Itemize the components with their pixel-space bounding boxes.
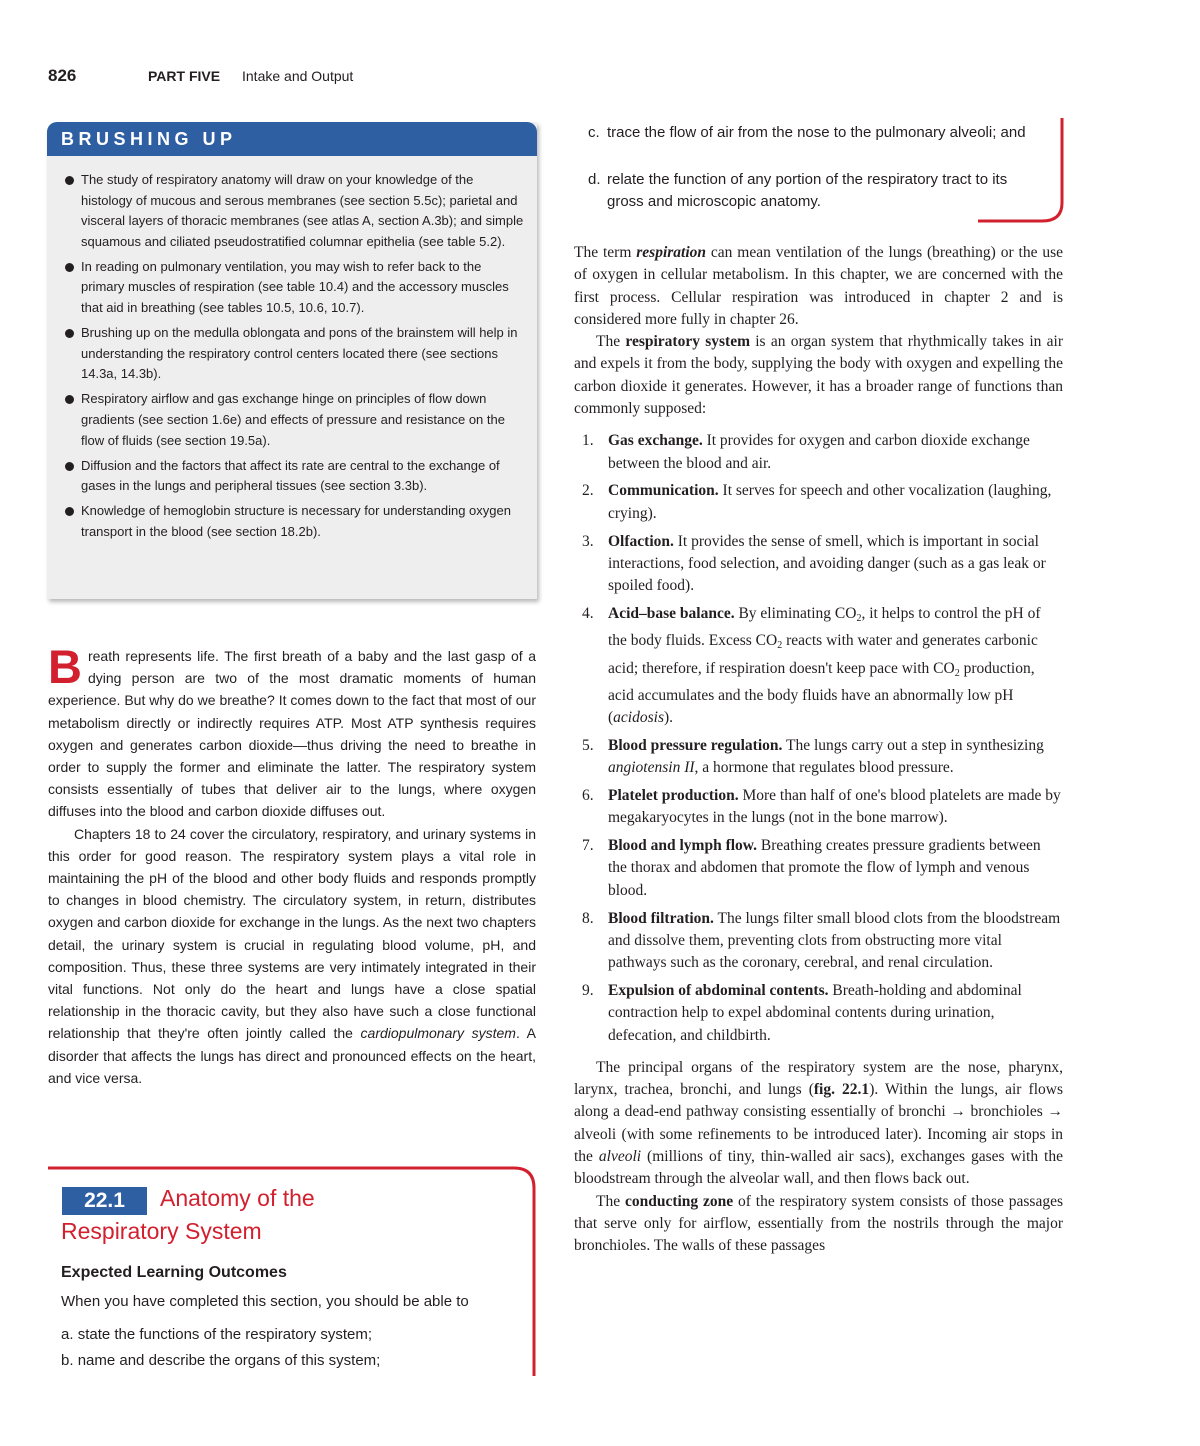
function-text: , it helps to control the pH of the body fluids. Excess CO [608, 604, 1041, 650]
section-header-box [48, 1166, 536, 1376]
function-text: Breath-holding and abdominal contraction help to expel abdominal contents during urination, defecation, and childbirth. [608, 981, 1022, 1044]
outcome-letter: c. [588, 124, 600, 141]
bullet-icon [65, 329, 74, 338]
bullet-icon [65, 176, 74, 185]
brushing-up-box [47, 122, 537, 599]
brushing-up-item-text: In reading on pulmonary ventilation, you may wish to refer back to the primary muscles of respiration (see table 10.4) and the accessory muscles that aid in breathing (see tables 10.5, 10.6, 10.7). [81, 258, 509, 316]
function-text: ). [663, 709, 674, 727]
function-text: reacts with water and generates carbonic acid; therefore, if respiration doesn't keep pace with CO [608, 632, 1038, 677]
drop-cap: B [48, 640, 82, 693]
outcome-letter: a. [61, 1326, 74, 1343]
function-number: 4. [582, 604, 594, 622]
intro-paragraph-2 [48, 823, 536, 1089]
brushing-up-item [65, 170, 527, 252]
section-title-line-2: Respiratory System [61, 1218, 262, 1244]
angiotensin-term: angiotensin II [608, 759, 695, 777]
intro-paragraph-2-end: . A disorder that affects the lungs has direct and pronounced effects on the heart, and vice versa. [48, 1025, 536, 1086]
brushing-up-item [65, 257, 527, 319]
function-item [574, 603, 1063, 729]
cardiopulmonary-term: cardiopulmonary system [360, 1025, 516, 1042]
bullet-icon [65, 395, 74, 404]
acidosis-term: acidosis [613, 709, 664, 727]
outcome-item [61, 1326, 372, 1343]
function-title: Gas exchange. [608, 432, 703, 450]
brushing-up-item [65, 456, 527, 497]
outcome-item [61, 1352, 380, 1369]
function-title: Blood pressure regulation. [608, 736, 783, 754]
function-number: 2. [582, 482, 594, 500]
function-title: Acid–base balance. [608, 604, 735, 622]
intro-paragraph-1-text: reath represents life. The first breath of a baby and the last gasp of a dying person are two of the most dramatic moments of human experience. But why do we breathe? It comes down to the fact that most of our metabolism directly or indirectly requires ATP. Most ATP synthesis requires oxygen and generates carbon dioxide—thus driving the need to breathe in order to supply the former and eliminate the latter. The respiratory system consists essentially of tubes that deliver air to the lungs, where oxygen diffuses into the blood and carbon dioxide diffuses out. [48, 648, 536, 820]
outcome-text: state the functions of the respiratory system; [77, 1326, 372, 1343]
main-text [574, 242, 1063, 1257]
text-run: ). Within the lungs, air flows along a dead-end pathway consisting essentially of bronchi → bronchioles → alveoli (with some refinements to be introduced later). Incoming air stops in the [574, 1081, 1063, 1165]
function-item [574, 908, 1063, 975]
function-item [574, 480, 1063, 525]
function-text: It provides the sense of smell, which is important in social interactions, food selection, and avoiding danger (such as a gas leak or spoiled food). [608, 532, 1046, 595]
function-number: 9. [582, 981, 594, 999]
brushing-up-item-text: Diffusion and the factors that affect its rate are central to the exchange of gases in the lungs and peripheral tissues (see section 3.3b). [81, 457, 500, 494]
intro-text [48, 640, 536, 1089]
function-title: Expulsion of abdominal contents. [608, 981, 829, 999]
subscript: 2 [954, 667, 960, 679]
outcome-item [588, 122, 1028, 166]
conducting-zone-term: conducting zone [624, 1192, 734, 1210]
function-text: It serves for speech and other vocalization (laughing, crying). [608, 482, 1052, 522]
principal-organs-paragraph [574, 1057, 1063, 1191]
outcome-item [588, 169, 1038, 213]
text-run: The term [574, 244, 637, 261]
page-number: 826 [48, 66, 77, 85]
text-run: (millions of tiny, thin-walled air sacs), exchanges gases with the bloodstream through the alveolar wall, and then flows back out. [574, 1147, 1063, 1188]
figure-reference[interactable]: fig. 22.1 [813, 1081, 870, 1099]
function-item [574, 835, 1063, 902]
function-text: It provides for oxygen and carbon dioxide exchange between the blood and air. [608, 432, 1030, 472]
brushing-up-item-text: The study of respiratory anatomy will draw on your knowledge of the histology of mucous and serous membranes (see section 5.5c); parietal and visceral layers of thoracic membranes (see atlas A, section A.3b); and simple squamous and ciliated pseudostratified columnar epithelia (see table 5.2). [81, 172, 524, 249]
brushing-up-item [65, 389, 527, 451]
respiratory-system-term: respiratory system [625, 333, 750, 351]
outcomes-intro: When you have completed this section, you should be able to [61, 1293, 469, 1310]
intro-paragraph-2-text: Chapters 18 to 24 cover the circulatory, respiratory, and urinary systems in this order for good reason. The respiratory system plays a vital role in maintaining the pH of the blood and other body fluids and responds promptly to changes in blood chemistry. The circulatory system, in return, distributes oxygen and carbon dioxide for exchange in the lungs. As the next two chapters detail, the urinary system is crucial in regulating blood volume, pH, and composition. Thus, these three systems are very intimately integrated in their vital functions. Not only do the heart and lungs have a close spatial relationship in the thoracic cavity, but they also have such a close functional relationship that they're often jointly called the [48, 825, 536, 1042]
outcomes-heading: Expected Learning Outcomes [61, 1264, 287, 1281]
alveoli-term: alveoli [598, 1147, 642, 1165]
function-item [574, 430, 1063, 475]
conducting-zone-paragraph [574, 1191, 1063, 1258]
function-title: Platelet production. [608, 787, 739, 805]
text-run: The [596, 1192, 625, 1210]
function-text: production, acid accumulates and the body fluids have an abnormally low pH ( [608, 659, 1035, 727]
function-number: 3. [582, 532, 594, 550]
brushing-up-item [65, 323, 527, 385]
function-title: Communication. [608, 482, 719, 500]
subscript: 2 [856, 612, 862, 624]
function-text: The lungs carry out a step in synthesizing [782, 736, 1044, 754]
text-run: can mean ventilation of the lungs (breathing) or the use of oxygen in cellular metabolism. In this chapter, we are concerned with the first process. Cellular respiration was introduced in chapter 2 and is considered more fully in chapter 26. [574, 244, 1063, 328]
function-number: 6. [582, 787, 594, 805]
function-text: The lungs filter small blood clots from the bloodstream and dissolve them, preventing clots from obstructing more vital pathways such as the coronary, cerebral, and renal circulation. [608, 909, 1061, 972]
outcomes-continued-box [576, 118, 1066, 223]
respiration-term: respiration [636, 244, 707, 261]
brushing-up-item [65, 501, 527, 542]
text-run: The principal organs of the respiratory system are the nose, pharynx, larynx, trachea, bronchi, and lungs ( [574, 1058, 1063, 1099]
function-title: Blood filtration. [608, 909, 714, 927]
brushing-up-item-text: Respiratory airflow and gas exchange hinge on principles of flow down gradients (see section 1.6e) and effects of pressure and resistance on the flow of fluids (see section 19.5a). [81, 391, 505, 448]
function-number: 8. [582, 909, 594, 927]
function-text: By eliminating CO [734, 604, 857, 622]
brushing-up-item-text: Knowledge of hemoglobin structure is necessary for understanding oxygen transport in the blood (see section 18.2b). [81, 503, 511, 539]
function-title: Blood and lymph flow. [608, 837, 758, 855]
section-title-line-1: Anatomy of the [160, 1185, 315, 1211]
part-title: Intake and Output [242, 68, 354, 84]
function-text: More than half of one's blood platelets are made by megakaryocytes in the lungs (not in the bone marrow). [608, 787, 1061, 827]
brushing-up-item-text: Brushing up on the medulla oblongata and pons of the brainstem will help in understanding the respiratory control centers located there (see sections 14.3a, 14.3b). [81, 325, 518, 382]
outcome-text: name and describe the organs of this system; [77, 1352, 381, 1369]
respiratory-system-paragraph [574, 331, 1063, 420]
subscript: 2 [777, 640, 783, 652]
function-number: 5. [582, 736, 594, 754]
text-run: The [596, 333, 626, 351]
section-number-badge: 22.1 [62, 1187, 147, 1215]
function-item [574, 531, 1063, 598]
function-text: Breathing creates pressure gradients between the thorax and abdomen that promote the flow of lymph and venous blood. [608, 837, 1041, 899]
function-item [574, 785, 1063, 830]
bullet-icon [65, 263, 74, 272]
brushing-up-title-bar [47, 122, 537, 156]
intro-paragraph-1 [48, 640, 536, 823]
outcome-letter: d. [588, 171, 601, 188]
outcome-letter: b. [61, 1352, 74, 1369]
bullet-icon [65, 507, 74, 516]
part-label: PART FIVE [148, 68, 221, 84]
text-run: of the respiratory system consists of those passages that serve only for airflow, essentially from the nostrils through the major bronchioles. The walls of these passages [574, 1192, 1063, 1255]
function-title: Olfaction. [608, 532, 674, 550]
brushing-up-list [65, 170, 527, 547]
function-item [574, 735, 1063, 780]
function-number: 1. [582, 432, 594, 450]
functions-list [574, 430, 1063, 1046]
outcome-text: trace the flow of air from the nose to the pulmonary alveoli; and [607, 124, 1026, 141]
function-number: 7. [582, 837, 594, 855]
outcome-text: relate the function of any portion of the respiratory tract to its gross and microscopic anatomy. [607, 171, 1008, 210]
text-run: is an organ system that rhythmically takes in air and expels it from the body, supplying the body with oxygen and expelling the carbon dioxide it generates. However, it has a broader range of functions than commonly supposed: [574, 333, 1063, 418]
bullet-icon [65, 462, 74, 471]
function-item [574, 980, 1063, 1047]
respiration-paragraph [574, 242, 1063, 331]
function-text: , a hormone that regulates blood pressure. [694, 759, 954, 777]
brushing-up-title: BRUSHING UP [61, 129, 237, 149]
